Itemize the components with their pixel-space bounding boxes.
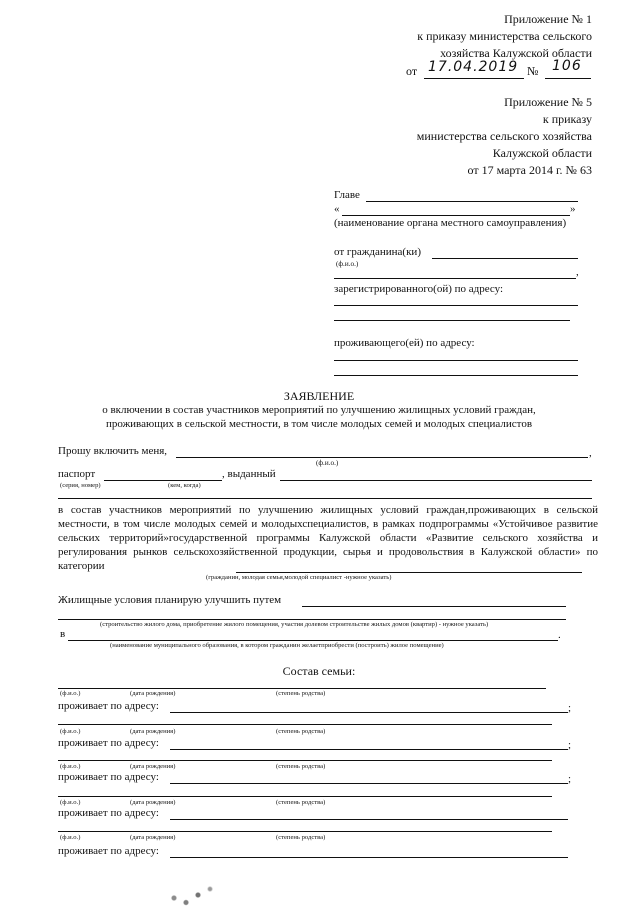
family-heading: Состав семьи: bbox=[282, 664, 356, 678]
issued-by-field-2[interactable] bbox=[58, 498, 592, 499]
appendix-1-date-line bbox=[424, 78, 524, 79]
appendix-5-date-line: от 17 марта 2014 г. № 63 bbox=[467, 163, 592, 177]
family-address-field[interactable] bbox=[170, 819, 568, 820]
family-address-field[interactable] bbox=[170, 783, 568, 784]
document-subtitle-line2: проживающих в сельской местности, в том числе молодых семей и молодых специалистов bbox=[105, 418, 533, 430]
request-comma: , bbox=[589, 447, 592, 459]
appendix-1-date-handwritten: 17.04.2019 bbox=[428, 59, 519, 75]
family-lives-label: проживает по адресу: bbox=[58, 807, 159, 819]
appendix-1-order-line: к приказу министерства сельского bbox=[417, 29, 592, 43]
document-subtitle-line1: о включении в состав участников мероприятий по улучшению жилищных условий граждан, bbox=[102, 404, 536, 416]
family-birth-hint: (дата рождения) bbox=[130, 799, 176, 806]
family-member-field[interactable] bbox=[58, 796, 552, 797]
request-fio-hint: (ф.и.о.) bbox=[316, 459, 339, 467]
plan-hint: (строительство жилого дома, приобретение жилого помещения, участия долевом строительстве жилых домов (квартир) - нужное указать) bbox=[100, 621, 489, 628]
organ-name-field[interactable] bbox=[342, 215, 570, 216]
application-paragraph bbox=[58, 503, 598, 573]
family-fio-hint: (ф.и.о.) bbox=[60, 728, 81, 735]
appendix-5-region-line: Калужской области bbox=[492, 146, 592, 160]
addressee-head-label: Главе bbox=[334, 189, 360, 201]
appendix-5-ministry-line: министерства сельского хозяйства bbox=[416, 129, 592, 143]
family-lives-label: проживает по адресу: bbox=[58, 737, 159, 749]
family-member-field[interactable] bbox=[58, 831, 552, 832]
stamp-mark bbox=[150, 877, 230, 907]
registered-label: зарегистрированного(ой) по адресу: bbox=[334, 283, 504, 295]
family-fio-hint: (ф.и.о.) bbox=[60, 799, 81, 806]
from-citizen-field[interactable] bbox=[432, 258, 578, 259]
addressee-head-field[interactable] bbox=[366, 201, 578, 202]
appendix-1-number-prefix: № bbox=[527, 64, 539, 78]
category-hint: (гражданин, молодая семья,молодой специалист -нужное указать) bbox=[206, 574, 392, 581]
family-relation-hint: (степень родства) bbox=[276, 690, 326, 697]
quote-open: « bbox=[334, 203, 340, 215]
document-heading: ЗАЯВЛЕНИЕ bbox=[283, 389, 355, 403]
family-fio-hint: (ф.и.о.) bbox=[60, 834, 81, 841]
family-relation-hint: (степень родства) bbox=[276, 799, 326, 806]
family-lives-label: проживает по адресу: bbox=[58, 771, 159, 783]
family-address-field[interactable] bbox=[170, 857, 568, 858]
passport-label: паспорт bbox=[58, 468, 96, 480]
issued-by-field[interactable] bbox=[280, 480, 592, 481]
family-relation-hint: (степень родства) bbox=[276, 763, 326, 770]
in-label: в bbox=[60, 628, 66, 640]
request-label: Прошу включить меня, bbox=[58, 445, 168, 457]
appendix-1-region-line: хозяйства Калужской области bbox=[440, 46, 592, 60]
family-fio-hint: (ф.и.о.) bbox=[60, 763, 81, 770]
family-address-field[interactable] bbox=[170, 749, 568, 750]
organ-hint: (наименование органа местного самоуправления) bbox=[334, 217, 567, 229]
family-lives-label: проживает по адресу: bbox=[58, 845, 159, 857]
from-comma: , bbox=[576, 266, 579, 278]
family-member-field[interactable] bbox=[58, 760, 552, 761]
registered-address-field-2[interactable] bbox=[334, 320, 570, 321]
family-relation-hint: (степень родства) bbox=[276, 834, 326, 841]
appendix-1-number-handwritten: 106 bbox=[552, 58, 582, 74]
appendix-1-title: Приложение № 1 bbox=[504, 12, 592, 26]
family-fio-hint: (ф.и.о.) bbox=[60, 690, 81, 697]
issued-hint: (кем, когда) bbox=[168, 482, 201, 489]
family-lives-label: проживает по адресу: bbox=[58, 700, 159, 712]
plan-field-2[interactable] bbox=[58, 619, 566, 620]
living-address-field-1[interactable] bbox=[334, 360, 578, 361]
family-semicolon: ; bbox=[568, 773, 572, 785]
living-label: проживающего(ей) по адресу: bbox=[334, 337, 475, 349]
municipality-field[interactable] bbox=[68, 640, 558, 641]
quote-close: » bbox=[570, 203, 576, 215]
from-fio-hint: (ф.и.о.) bbox=[336, 260, 359, 268]
passport-number-field[interactable] bbox=[104, 480, 222, 481]
living-address-field-2[interactable] bbox=[334, 375, 578, 376]
family-relation-hint: (степень родства) bbox=[276, 728, 326, 735]
from-citizen-field-2[interactable] bbox=[334, 278, 576, 279]
from-citizen-label: от гражданина(ки) bbox=[334, 246, 421, 258]
appendix-5-order-line: к приказу bbox=[542, 112, 592, 126]
in-period: . bbox=[558, 629, 561, 641]
plan-label: Жилищные условия планирую улучшить путем bbox=[58, 594, 282, 606]
appendix-1-date-prefix: от bbox=[406, 64, 418, 78]
family-address-field-2[interactable] bbox=[58, 724, 552, 725]
family-address-field[interactable] bbox=[170, 712, 568, 713]
registered-address-field-1[interactable] bbox=[334, 305, 578, 306]
application-paragraph-text: в состав участников мероприятий по улучшению жилищных условий граждан,проживающих в сельской местности, в том числе молодых семей и молодыхспециалистов, в рамках подпрограммы «Устойчивое развитие сельских территорий»государственной программы Калужской области «Развитие сельского хозяйства и регулирования рынков сельскохозяйственной продукции, сырья и продовольствия в Калужской области» по категории bbox=[58, 504, 598, 572]
category-field[interactable] bbox=[236, 572, 582, 573]
family-semicolon: ; bbox=[568, 702, 572, 714]
family-semicolon: ; bbox=[568, 739, 572, 751]
municipality-hint: (наименование муниципального образования, в котором гражданин желаетприобрести (построить) жилое помещение) bbox=[110, 642, 444, 649]
family-birth-hint: (дата рождения) bbox=[130, 728, 176, 735]
plan-field[interactable] bbox=[302, 606, 566, 607]
family-birth-hint: (дата рождения) bbox=[130, 690, 176, 697]
series-hint: (серия, номер) bbox=[60, 482, 101, 489]
request-fio-field[interactable] bbox=[176, 457, 588, 458]
appendix-5-title: Приложение № 5 bbox=[504, 95, 592, 109]
family-member-field[interactable] bbox=[58, 688, 546, 689]
family-birth-hint: (дата рождения) bbox=[130, 834, 176, 841]
issued-label: , выданный bbox=[222, 468, 276, 480]
appendix-1-number-line bbox=[545, 78, 591, 79]
family-birth-hint: (дата рождения) bbox=[130, 763, 176, 770]
